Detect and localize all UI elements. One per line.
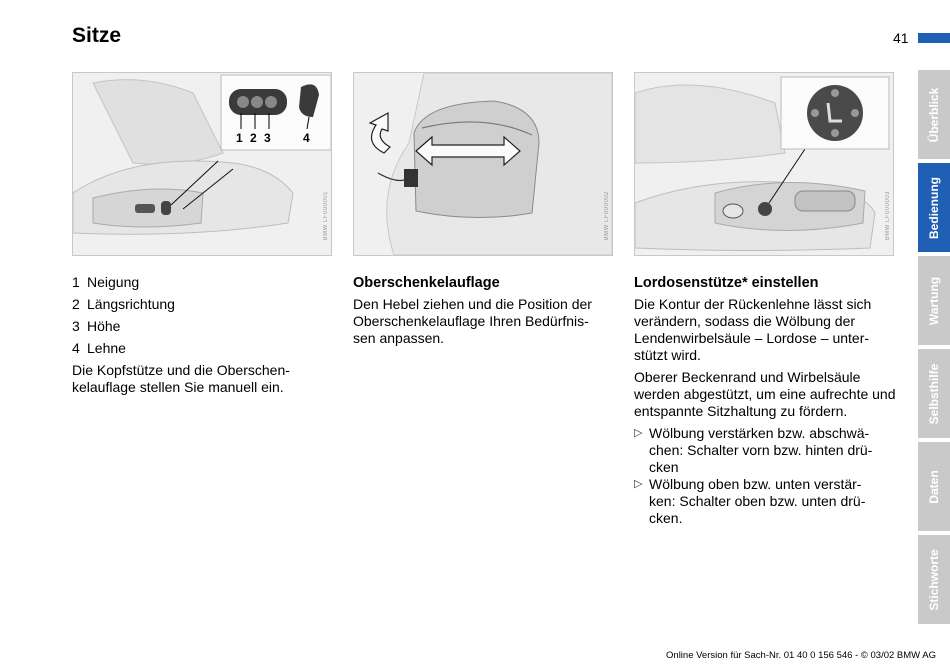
bullet-text: Wölbung verstärken bzw. abschwä- chen: Schalter vorn bzw. hinten drü- cken: [649, 425, 873, 475]
section-heading: Lordosenstütze* einstellen: [634, 275, 819, 291]
item-text: Höhe: [87, 318, 121, 334]
tab-stichworte[interactable]: [918, 535, 950, 624]
tab-label: Überblick: [927, 87, 941, 142]
page-title: Sitze: [72, 24, 122, 47]
item-number: 4: [72, 340, 80, 356]
callout-label: 2: [250, 131, 257, 145]
item-number: 3: [72, 318, 80, 334]
list-item: [72, 318, 340, 335]
figure-code: BMW LF000003: [885, 191, 891, 241]
callout-label: 1: [236, 131, 243, 145]
tab-label: Stichworte: [927, 548, 941, 611]
triangle-bullet-icon: ▷: [634, 427, 643, 439]
callout-label: 4: [303, 131, 310, 145]
item-text: Längsrichtung: [87, 296, 175, 312]
tab-daten[interactable]: [918, 442, 950, 531]
column-thigh-support: [353, 274, 621, 352]
triangle-bullet-icon: ▷: [634, 478, 643, 490]
item-text: Neigung: [87, 274, 140, 290]
tab-label: Bedienung: [927, 176, 941, 239]
item-text: Lehne: [87, 340, 126, 356]
tab-ueberblick[interactable]: [918, 70, 950, 159]
tab-wartung[interactable]: [918, 256, 950, 345]
list-item: [72, 274, 340, 291]
paragraph: Die Kontur der Rückenlehne lässt sich verändern, sodass die Wölbung der Lendenwirbelsäule – Lordose – unter- stützt wird.: [634, 296, 872, 363]
bullet-item: [634, 476, 906, 527]
figure-code: BMW LF000001: [323, 191, 329, 241]
list-item: [72, 296, 340, 313]
figure-lumbar-support: [634, 72, 894, 256]
item-number: 1: [72, 274, 80, 290]
column-controls: [72, 274, 340, 401]
footer-text: Online Version für Sach-Nr. 01 40 0 156 546 - © 03/02 BMW AG: [666, 650, 936, 661]
figure-thigh-support: [353, 72, 613, 256]
tab-label: Wartung: [927, 276, 941, 325]
tab-bedienung[interactable]: [918, 163, 950, 252]
page-number-bar: [918, 33, 950, 43]
paragraph: Oberer Beckenrand und Wirbelsäule werden abgestützt, um eine aufrechte und entspannte Sitzhaltung zu fördern.: [634, 369, 896, 419]
figure-code: BMW LF000002: [604, 191, 610, 241]
figure-seat-controls: [72, 72, 332, 256]
list-item: [72, 340, 340, 357]
page-number: 41: [893, 30, 909, 46]
callout-label: 3: [264, 131, 271, 145]
item-number: 2: [72, 296, 80, 312]
section-heading: Oberschenkelauflage: [353, 275, 500, 291]
bullet-item: [634, 425, 906, 476]
column-lumbar-support: [634, 274, 906, 527]
tab-label: Selbsthilfe: [927, 363, 941, 424]
paragraph: Die Kopfstütze und die Oberschen- kelauflage stellen Sie manuell ein.: [72, 362, 290, 395]
tab-label: Daten: [927, 469, 941, 504]
bullet-text: Wölbung oben bzw. unten verstär- ken: Schalter oben bzw. unten drü- cken.: [649, 476, 866, 526]
paragraph: Den Hebel ziehen und die Position der Oberschenkelauflage Ihren Bedürfnis- sen anpassen.: [353, 296, 592, 346]
tab-selbsthilfe[interactable]: [918, 349, 950, 438]
